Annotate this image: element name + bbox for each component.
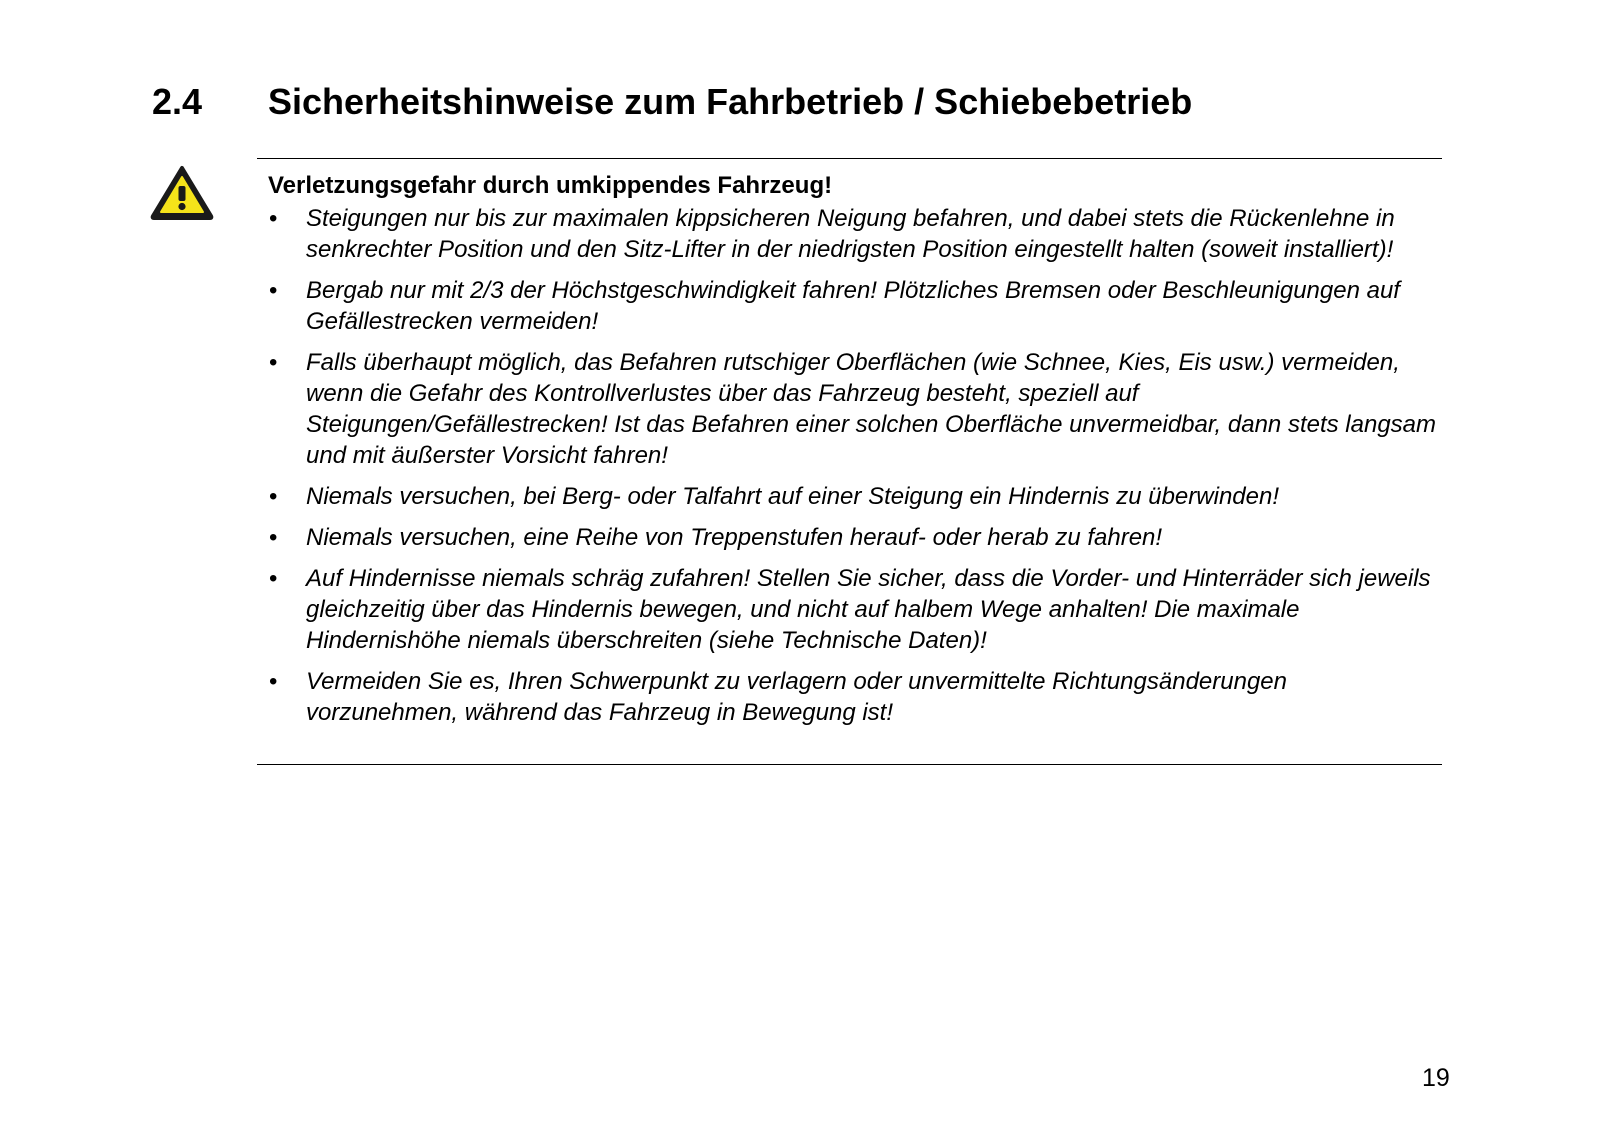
list-item (257, 522, 1442, 553)
bullet-icon: • (269, 565, 278, 592)
list-item-text: Bergab nur mit 2/3 der Höchstgeschwindigkeit fahren! Plötzliches Bremsen oder Beschleunigungen auf Gefällestrecken vermeiden! (306, 277, 1400, 335)
page-number: 19 (1422, 1064, 1450, 1092)
list-item-text: Auf Hindernisse niemals schräg zufahren! Stellen Sie sicher, dass die Vorder- und Hinterräder sich jeweils gleichzeitig über das Hindernis bewegen, und nicht auf halbem Wege anhalten! Die maximale Hindernishöhe niemals überschreiten (siehe Technische Daten)! (306, 565, 1431, 654)
list-item-text: Falls überhaupt möglich, das Befahren rutschiger Oberflächen (wie Schnee, Kies, Eis usw.) vermeiden, wenn die Gefahr des Kontrollverlustes über das Fahrzeug besteht, speziell auf Steigungen/Gefällestrecken! Ist das Befahren einer solchen Oberfläche unvermeidbar, dann stets langsam und mit äußerster Vorsicht fahren! (306, 349, 1437, 469)
bullet-icon: • (269, 483, 278, 510)
bullet-icon: • (269, 277, 278, 304)
warning-triangle-icon (150, 165, 214, 221)
list-item (257, 666, 1442, 728)
bullet-icon: • (269, 349, 278, 376)
list-item-text: Vermeiden Sie es, Ihren Schwerpunkt zu verlagern oder unvermittelte Richtungsänderungen vorzunehmen, während das Fahrzeug in Bewegung ist! (306, 668, 1287, 726)
warning-box (257, 158, 1442, 765)
list-item (257, 275, 1442, 337)
bullet-icon: • (269, 668, 278, 695)
bullet-icon: • (269, 524, 278, 551)
section-number: 2.4 (152, 81, 203, 122)
warning-list (257, 203, 1442, 738)
warning-heading: Verletzungsgefahr durch umkippendes Fahrzeug! (268, 172, 833, 199)
section-title: Sicherheitshinweise zum Fahrbetrieb / Schiebebetrieb (268, 81, 1193, 122)
list-item (257, 563, 1442, 656)
list-item-text: Niemals versuchen, eine Reihe von Treppenstufen herauf- oder herab zu fahren! (306, 524, 1163, 551)
list-item (257, 203, 1442, 265)
list-item (257, 481, 1442, 512)
list-item (257, 347, 1442, 471)
list-item-text: Steigungen nur bis zur maximalen kippsicheren Neigung befahren, und dabei stets die Rückenlehne in senkrechter Position und den Sitz-Lifter in der niedrigsten Position eingestellt halten (soweit installiert)! (306, 205, 1395, 263)
list-item-text: Niemals versuchen, bei Berg- oder Talfahrt auf einer Steigung ein Hindernis zu überwinden! (306, 483, 1279, 510)
bullet-icon: • (269, 205, 278, 232)
